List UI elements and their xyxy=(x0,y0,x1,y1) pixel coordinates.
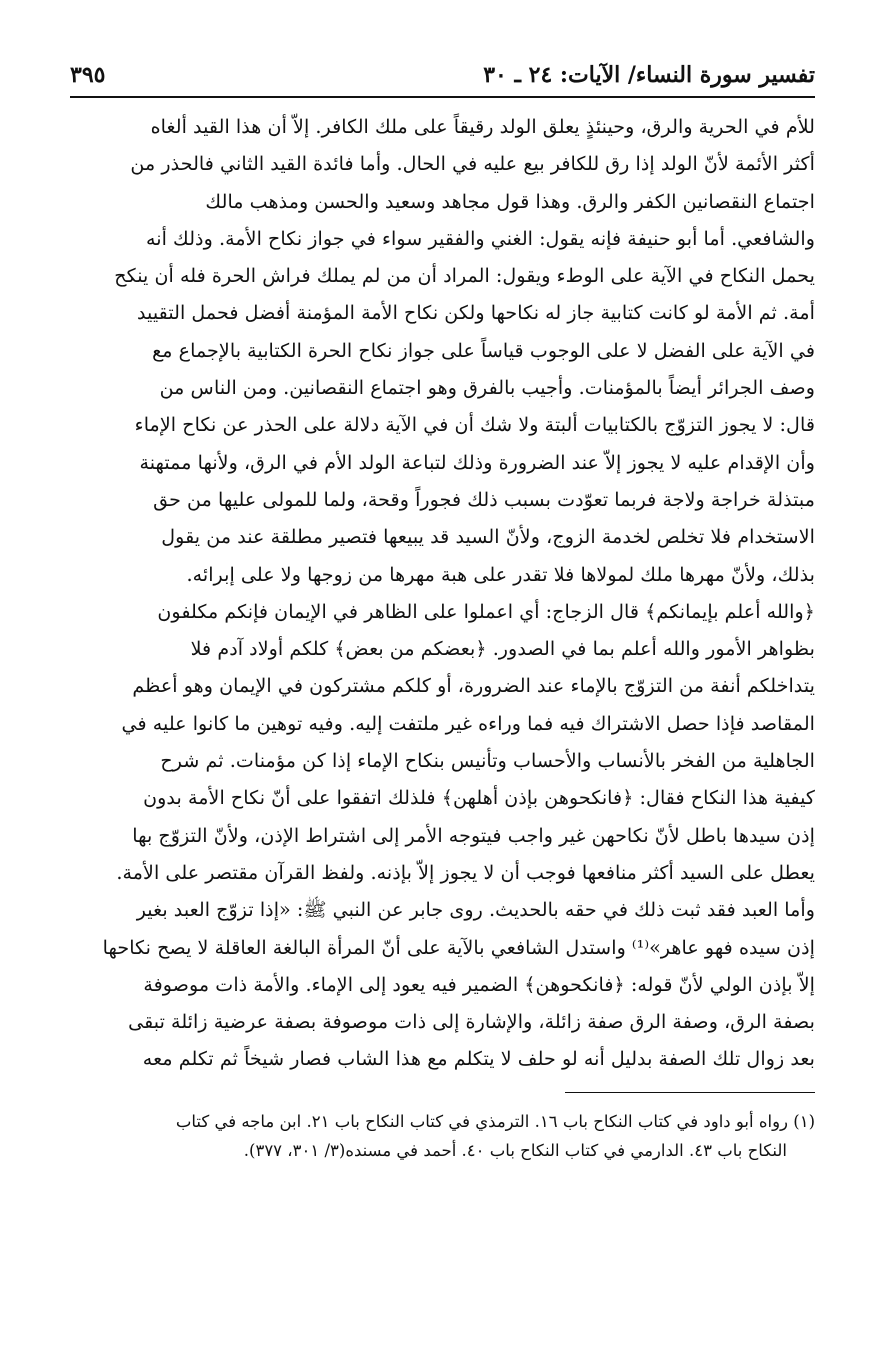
body-line: وصف الجرائر أيضاً بالمؤمنات. وأجيب بالفرق وهو اجتماع النقصانين. ومن الناس من xyxy=(159,376,815,400)
body-line: بظواهر الأمور والله أعلم بما في الصدور. ﴿بعضكم من بعض﴾ كلكم أولاد آدم فلا xyxy=(190,637,815,661)
footnote-line: (١) رواه أبو داود في كتاب النكاح باب ١٦. الترمذي في كتاب النكاح باب ٢١. ابن ماجه في كتاب xyxy=(175,1111,815,1131)
body-line: إذن سيده فهو عاهر»⁽¹⁾ واستدل الشافعي بالآية على أنّ المرأة البالغة العاقلة لا يصح نكاحها xyxy=(102,935,815,959)
running-header xyxy=(70,60,815,90)
body-line: بصفة الرق، وصفة الرق صفة زائلة، والإشارة إلى ذات موصوفة بصفة عرضية زائلة تبقى xyxy=(128,1010,815,1034)
body-line: يعطل على السيد أكثر منافعها فوجب أن لا يجوز إلاّ بإذنه. ولفظ القرآن مقتصر على الأمة. xyxy=(116,860,815,884)
body-line: مبتذلة خراجة ولاجة فربما تعوّدت بسبب ذلك فجوراً وقحة، ولما للمولى عليها من حق xyxy=(153,487,815,511)
body-line: أمة. ثم الأمة لو كانت كتابية جاز له نكاحها ولكن نكاح الأمة المؤمنة أفضل فحمل التقييد xyxy=(136,301,815,325)
body-line: الاستخدام فلا تخلص لخدمة الزوج، ولأنّ السيد قد يبيعها فتصير مطلقة عند من يقول xyxy=(161,525,815,549)
body-line: بذلك، ولأنّ مهرها ملك لمولاها فلا تقدر على هبة مهرها من زوجها ولا على إبرائه. xyxy=(186,562,815,586)
footnote-separator xyxy=(565,1092,815,1093)
body-line: يحمل النكاح في الآية على الوطء ويقول: المراد أن من لم يملك فراش الحرة فله أن ينكح xyxy=(114,264,815,288)
body-line: بعد زوال تلك الصفة بدليل أنه لو حلف لا يتكلم مع هذا الشاب فصار شيخاً ثم تكلم معه xyxy=(142,1047,815,1071)
body-line: المقاصد فإذا حصل الاشتراك فيه فما وراءه غير ملتفت إليه. وفيه توهين ما كانوا عليه في xyxy=(121,711,815,735)
body-line: كيفية هذا النكاح فقال: ﴿فانكحوهن بإذن أهلهن﴾ فلذلك اتفقوا على أنّ نكاح الأمة بدون xyxy=(143,786,815,810)
body-line: أكثر الأئمة لأنّ الولد إذا رق للكافر بيع عليه في الحال. وأما فائدة القيد الثاني فالحذر من xyxy=(130,152,815,176)
header-rule xyxy=(70,96,815,98)
running-title: تفسير سورة النساء/ الآيات: ٢٤ ـ ٣٠ xyxy=(483,62,815,88)
body-line: للأم في الحرية والرق، وحينئذٍ يعلق الولد رقيقاً على ملك الكافر. إلاّ أن هذا القيد ألغاه xyxy=(150,115,815,138)
body-line: وأن الإقدام عليه لا يجوز إلاّ عند الضرورة وذلك لتباعة الولد الأم في الرق، ولأنها ممتهنة xyxy=(139,450,815,474)
body-line: قال: لا يجوز التزوّج بالكتابيات ألبتة ولا شك أن في الآية دلالة على الحذر عن نكاح الإماء xyxy=(134,413,815,437)
body-line: في الآية على الفضل لا على الوجوب قياساً على جواز نكاح الحرة الكتابية بالإجماع مع xyxy=(152,338,815,362)
footnotes xyxy=(70,1107,815,1165)
body-line: إذن سيدها باطل لأنّ نكاحهن غير واجب فيتوجه الأمر إلى اشتراط الإذن، ولأنّ التزوّج بها xyxy=(132,823,815,847)
book-page xyxy=(70,60,815,1165)
body-line: اجتماع النقصانين الكفر والرق. وهذا قول مجاهد وسعيد والحسن ومذهب مالك xyxy=(205,189,815,213)
body-line: وأما العبد فقد ثبت ذلك في حقه بالحديث. روى جابر عن النبي ﷺ: «إذا تزوّج العبد بغير xyxy=(136,898,815,922)
body-line: والشافعي. أما أبو حنيفة فإنه يقول: الغني والفقير سواء في جواز نكاح الأمة. وذلك أنه xyxy=(145,226,815,250)
page-number: ٣٩٥ xyxy=(70,62,106,88)
body-line: ﴿والله أعلم بإيمانكم﴾ قال الزجاج: أي اعملوا على الظاهر في الإيمان فإنكم مكلفون xyxy=(157,599,815,623)
body-line: الجاهلية من الفخر بالأنساب والأحساب وتأنيس بنكاح الإماء إذا كن مؤمنات. ثم شرح xyxy=(160,749,815,773)
body-text xyxy=(70,108,815,1078)
body-line: يتداخلكم أنفة من التزوّج بالإماء عند الضرورة، أو كلكم مشتركون في الإيمان وهو أعظم xyxy=(132,674,815,698)
body-line: إلاّ بإذن الولي لأنّ قوله: ﴿فانكحوهن﴾ الضمير فيه يعود إلى الإماء. والأمة ذات موصوفة xyxy=(143,972,815,996)
footnote-line: النكاح باب ٤٣. الدارمي في كتاب النكاح باب ٤٠. أحمد في مسنده(٣/ ٣٠١، ٣٧٧). xyxy=(243,1140,787,1160)
